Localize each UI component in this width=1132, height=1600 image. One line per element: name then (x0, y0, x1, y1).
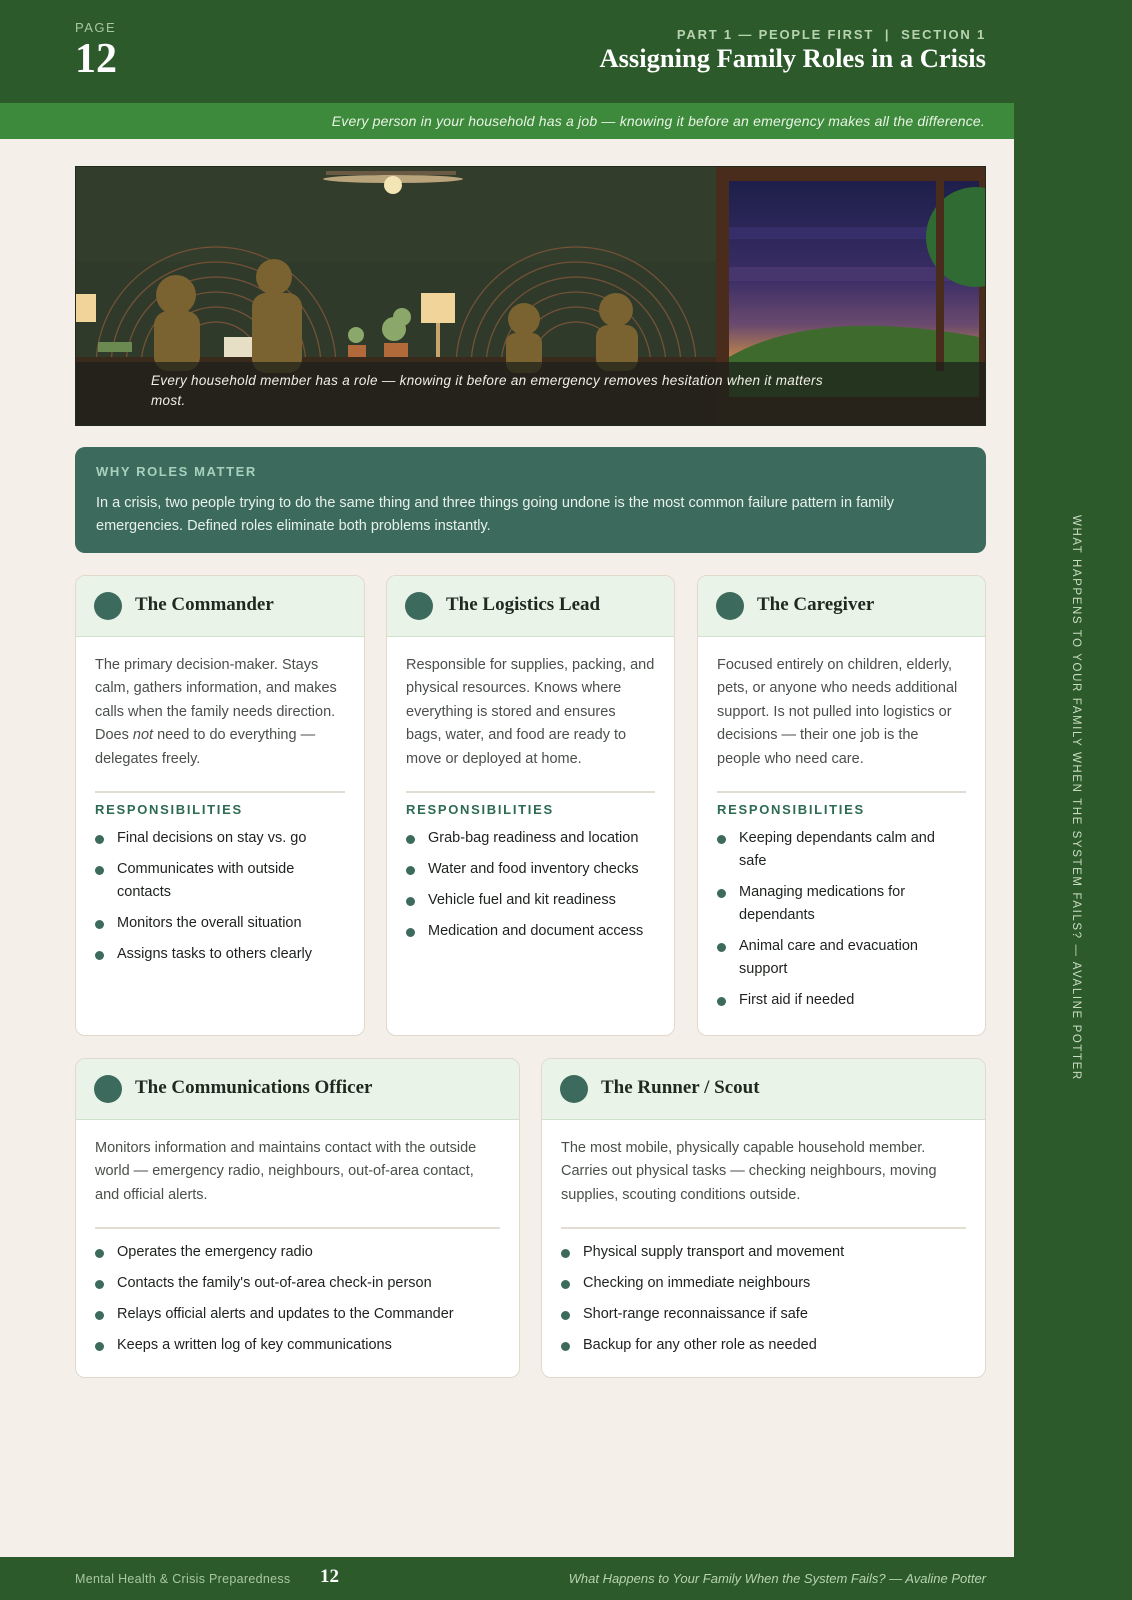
list-item: Grab-bag readiness and location (406, 827, 655, 850)
divider (561, 1227, 966, 1229)
divider (406, 791, 655, 793)
tagline-bar (0, 103, 1014, 139)
list-item: Vehicle fuel and kit readiness (406, 889, 655, 912)
role-card-header (542, 1059, 985, 1120)
callout-label: WHY ROLES MATTER (96, 464, 257, 479)
responsibility-list (95, 1241, 500, 1357)
responsibilities-label: RESPONSIBILITIES (95, 801, 243, 817)
footer-series-title: Mental Health & Crisis Preparedness (75, 1572, 291, 1586)
responsibilities-label: RESPONSIBILITIES (717, 801, 865, 817)
role-card-runner-scout (541, 1058, 986, 1378)
role-dot-icon (94, 1075, 122, 1103)
footer-page-number: 12 (320, 1566, 339, 1587)
role-dot-icon (94, 592, 122, 620)
role-card-caregiver (697, 575, 986, 1036)
list-item: Keeping dependants calm and safe (717, 827, 966, 873)
list-item: Communicates with outside contacts (95, 858, 345, 904)
role-dot-icon (560, 1075, 588, 1103)
list-item: Contacts the family's out-of-area check-in person (95, 1272, 500, 1295)
role-card-header (76, 576, 364, 637)
role-title: The Commander (135, 594, 274, 615)
vertical-book-title: WHAT HAPPENS TO YOUR FAMILY WHEN THE SYSTEM FAILS? — AVALINE POTTER (1070, 515, 1082, 1081)
role-card-header (76, 1059, 519, 1120)
responsibility-list (95, 827, 345, 966)
section-breadcrumb: PART 1 — PEOPLE FIRST | SECTION 1 (676, 27, 986, 42)
list-item: Short-range reconnaissance if safe (561, 1303, 966, 1326)
why-roles-matter-callout (75, 447, 986, 553)
divider (95, 791, 345, 793)
responsibility-list (717, 827, 966, 1012)
role-description: The most mobile, physically capable household member. Carries out physical tasks — checking neighbours, moving supplies, scouting conditions outside. (561, 1140, 937, 1203)
role-title: The Caregiver (757, 594, 875, 615)
role-card-commander (75, 575, 365, 1036)
list-item: Physical supply transport and movement (561, 1241, 966, 1264)
divider (717, 791, 966, 793)
page-number: 12 (75, 36, 117, 82)
list-item: Water and food inventory checks (406, 858, 655, 881)
list-item: Operates the emergency radio (95, 1241, 500, 1264)
family-illustration (75, 166, 986, 426)
role-card-logistics-lead (386, 575, 675, 1036)
footer-book-title: What Happens to Your Family When the System Fails? — Avaline Potter (568, 1571, 986, 1586)
role-description: Monitors information and maintains contact with the outside world — emergency radio, neighbours, out-of-area contact, and official alerts. (95, 1140, 477, 1203)
divider (95, 1227, 500, 1229)
list-item: Medication and document access (406, 920, 655, 943)
list-item: Backup for any other role as needed (561, 1334, 966, 1357)
role-description: Focused entirely on children, elderly, pets, or anyone who needs additional support. Is not pulled into logistics or decisions — their one job is the people who need care. (717, 657, 958, 767)
list-item: Keeps a written log of key communications (95, 1334, 500, 1357)
role-title: The Communications Officer (135, 1077, 373, 1098)
image-caption-overlay (76, 362, 985, 425)
list-item: Managing medications for dependants (717, 881, 966, 927)
role-card-communications-officer (75, 1058, 520, 1378)
role-card-header (387, 576, 674, 637)
responsibilities-label: RESPONSIBILITIES (406, 801, 554, 817)
role-description: Responsible for supplies, packing, and physical resources. Knows where everything is stored and ensures bags, water, and food are ready to move or deployed at home. (406, 657, 655, 767)
role-description: The primary decision-maker. Stays calm, gathers information, and makes calls when the family needs direction. Does not need to do everything — delegates freely. (95, 657, 337, 767)
role-dot-icon (716, 592, 744, 620)
role-title: The Runner / Scout (601, 1077, 760, 1098)
page-title: Assigning Family Roles in a Crisis (599, 43, 986, 73)
image-caption: Every household member has a role — knowing it before an emergency removes hesitation when it matters most. (151, 373, 823, 408)
role-dot-icon (405, 592, 433, 620)
page-label: PAGE (75, 20, 117, 35)
responsibility-list (406, 827, 655, 943)
responsibility-list (561, 1241, 966, 1357)
list-item: Animal care and evacuation support (717, 935, 966, 981)
page-footer (0, 1557, 1132, 1600)
role-card-header (698, 576, 985, 637)
list-item: First aid if needed (717, 989, 966, 1012)
list-item: Assigns tasks to others clearly (95, 943, 345, 966)
list-item: Final decisions on stay vs. go (95, 827, 345, 850)
list-item: Checking on immediate neighbours (561, 1272, 966, 1295)
list-item: Relays official alerts and updates to the Commander (95, 1303, 500, 1326)
page-header (0, 0, 1132, 103)
callout-text: In a crisis, two people trying to do the same thing and three things going undone is the most common failure pattern in family emergencies. Defined roles eliminate both problems instantly. (96, 495, 894, 534)
role-title: The Logistics Lead (446, 594, 601, 615)
list-item: Monitors the overall situation (95, 912, 345, 935)
tagline-text: Every person in your household has a job — knowing it before an emergency makes all the difference. (331, 113, 985, 129)
